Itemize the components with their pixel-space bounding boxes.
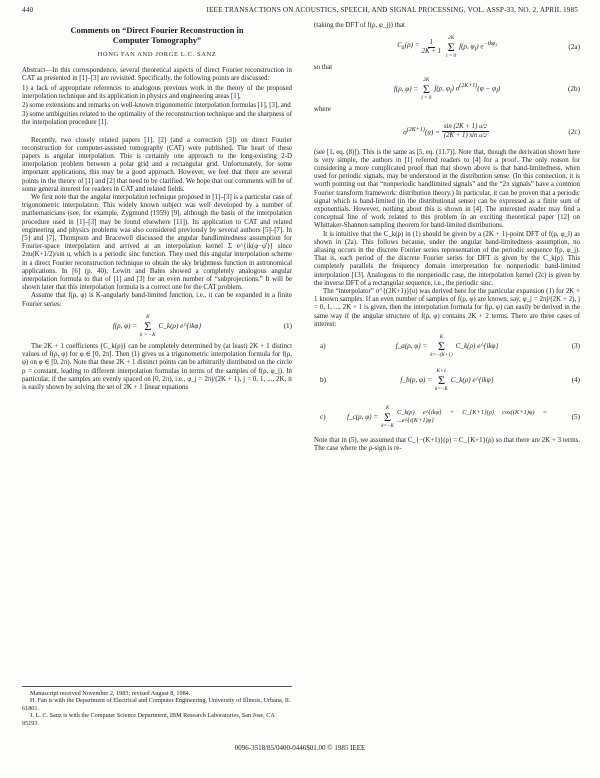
title-line-1: Comments on “Direct Fourier Reconstruction in <box>70 26 244 35</box>
footnotes <box>22 686 292 727</box>
case-label: c) <box>320 412 326 421</box>
paragraph: The “interpolator” σ^{(2K+1)}(u) was derived here for the particular expansion (1) for 2K + 1 known samples. If an even number of samples of f(ρ, φ) are known, say, φ_j = 2πj/(2K + 2), j = 0, 1, ..., 2K + 1 is given, then the interpolation formula for f(ρ, φ) can easily be derived in the same way if the angular structure of f(ρ, φ) contains 2K + 2 terms. There are three cases of interest: <box>314 288 580 328</box>
case-lhs: f_b(ρ, φ) = <box>400 375 433 384</box>
summation-symbol: K Σ k = −K <box>140 313 156 338</box>
running-header <box>22 6 578 18</box>
abstract-item: 2) some extensions and remarks on well-known trigonometric interpolation formulas [1], [3], and <box>22 102 291 110</box>
equation-2a: $C_k(\rho)$ = $\frac{1}{2K + 1}$ 2K Σ l = 0 f(ρ, $\varphi_l$) $e^{-ik\varphi_l}$ (2a) <box>397 35 580 60</box>
equation-number: (3) <box>571 341 580 350</box>
paragraph: Note that in (5), we assumed that C_{−(K+1)}(ρ) = C_{K+1}(ρ) so that there are 2K + 3 terms. The case where the ρ-sign is re- <box>314 437 580 453</box>
abstract-item: 1) a lack of appropriate references to analogous previous work in the theory of the proposed interpolation technique and its application in physics and engineering areas [1], <box>22 84 292 100</box>
summation-symbol: K+1 Σ k=−K <box>435 368 448 393</box>
case-label: b) <box>320 375 326 384</box>
summation-symbol: 2K Σ l = 0 <box>445 35 457 60</box>
footnote: Manuscript received November 2, 1983; revised August 8, 1984. <box>30 690 191 697</box>
eq1-lhs: f(ρ, φ) = <box>112 321 138 330</box>
case-lhs: f_c(ρ, φ) = <box>346 412 379 421</box>
case-label: a) <box>320 341 326 350</box>
equation-number: (5) <box>571 412 580 421</box>
equation-1 <box>22 309 292 343</box>
paragraph: (see [1, eq. (8)]). This is the same as [5, eq. (11.7)]. Note that, though the derivation shown here is very simple, the authors in [1] referred readers to [4] for a proof. The only reason for considering a more complicated proof than that shown above is that band-limitedness, when used for periodic signals, may be understood in the distribution sense. (In this connection, it is worth pointing out that “nonperiodic bandlimited signals” and the “2π signals” have a common Fourier transform framework: distribution theory.) In particular, it can be proven that a periodic signal which is band-limited (in the distributional sense) can be expressed as a finite sum of exponentials. However, nothing about this is shown in [4]. The interested reader may find a conceptual line of work related to this problem in an exciting theoretical paper [12] on Whittaker-Shannon sampling theorem for band-limited distributions. <box>314 148 580 230</box>
paragraph: The 2K + 1 coefficients {C_k(ρ)} can be completely determined by (at least) 2K + 1 distinct values of f(ρ, φ) for φ ∈ [0, 2π]. Then (1) gives us a trigonometric interpolation formula for f(ρ, φ) on φ ∈ [0, 2π). Note that these 2K + 1 distinct points can be arbitrarily distributed on the circle ρ = constant, leading to different interpolation formulas in terms of the samples of f(ρ, φ_j). In particular, if the samples are evenly spaced on [0, 2π), i.e., φ_j = 2πj/(2K + 1), j = 0, 1, ..., 2K, it is easily shown by solving the set of 2K + 1 linear equations <box>22 342 292 391</box>
left-body-continued <box>22 343 292 392</box>
equation-number: (2a) <box>568 43 580 52</box>
sum-upper: K <box>385 405 390 412</box>
summation-symbol: K Σ k=−K <box>381 405 394 430</box>
sum-upper: K+1 <box>436 368 447 375</box>
left-column <box>22 22 292 392</box>
left-body <box>22 137 292 309</box>
right-intro: (taking the DFT of f(ρ, φ_j)) that <box>314 22 405 29</box>
paragraph: Recently, two closely related papers [1], [2] (and a correction [3]) on direct Fourier reconstruction for computer-assisted tomography (CAT) were published. The heart of these papers is angular interpolation. This is certainly one approach to the long-existing 2-D interpolation problem between a polar grid and a rectangular grid. Unfortunately, for some important applications, this may be a good approach. However, we feel that there are several points in the theory of [1] and [2] that need to be clarified. We hope that our comments will be of some general interest for readers in CAT and related fields. <box>22 136 292 193</box>
article-authors: HONG FAN AND JORGE L.C. SANZ <box>97 51 217 58</box>
abstract-item: 3) some ambiguities related to the optimality of the reconstruction technique and the sharpness of the interpolation procedure [1]. <box>22 111 292 127</box>
sum-lower: k=−K <box>435 386 448 393</box>
case-rhs: C_k(ρ) e^{ikφ} <box>455 341 499 350</box>
where-text: where <box>314 106 331 114</box>
right-column <box>314 22 580 453</box>
sum-upper: K <box>439 334 444 341</box>
equation-number: (4) <box>571 375 580 384</box>
article-title <box>22 26 292 45</box>
footnote: H. Fan is with the Department of Electrical and Computer Engineering, University of Illinois, Urbana, IL 61801. <box>22 697 291 712</box>
equation-2b: f(ρ, φ) = 2K Σ l = 0 f(ρ, $\varphi_l$) $\sigma^{(2K+1)}(\varphi - \varphi_l)$ (2b) <box>393 77 580 102</box>
paragraph: Assume that f(ρ, φ) is K-angularly band-limited function, i.e., it can be expanded in a finite Fourier series: <box>22 292 292 308</box>
abstract-text: Abstract—In this correspondence, several theoretical aspects of direct Fourier reconstruction in CAT as presented in [1]–[3] are revisited. Specifically, the following points are discussed: <box>22 67 292 83</box>
paragraph: We first note that the angular interpolation technique proposed in [1]–[3] is a particular case of trigonometric interpolation. This widely known subject was well developed by a number of mathematicians (see, for example, Zygmund (1959) [9], although the basis of the interpolation procedure used in [1]–[3] may be found elsewhere [11]). Its application to CAT and related engineering and physics problems was also considered previously by several authors [5]–[7]. In [5] and [7], Thompson and Bracewell discussed the angular bandlimitedness assumption for Fourier-space interpolation and arrived at an interpolation kernel Σ e^{ik(φ−φ')} since 2πu(K+1/2)/sin u, which is a periodic sinc function. They used this angular interpolation scheme in a direct Fourier reconstruction technique to obtain the sky brightness function in astronomical applications. In [6] (p. 40), Lewitt and Bates showed a completely analogous angular interpolation formula to that of [1] and [3] for an even number of “subprojections.” It will be shown later that this interpolation formula is a correct one for the CAT problem. <box>22 194 293 292</box>
abstract <box>22 67 292 127</box>
fraction: $\frac{\sin (2K + 1) u/2}{\text{(2K + 1) sin u/2}}$ <box>443 123 487 140</box>
fraction: $\frac{1}{2K + 1}$ <box>421 38 441 55</box>
so-that-text: so that <box>314 64 333 72</box>
equation-2c: $\sigma^{(2K+1)}(u)$ = $\frac{\sin (2K + 1) u/2}{\text{(2K + 1) sin u/2}}$ (2c) <box>403 123 580 140</box>
case-lhs: f_a(ρ, φ) = <box>395 341 428 350</box>
eq1-rhs: C_k(ρ) e^{ikφ} <box>158 321 202 330</box>
footnote: J. L. C. Sanz is with the Computer Science Department, IBM Research Laboratories, San Jose, CA 95193. <box>22 712 275 727</box>
equation-number: (2c) <box>568 127 580 136</box>
paragraph: It is intuitive that the C_k(ρ) in (1) should be given by a (2K + 1)-point DFT of f(ρ, φ_l) as shown in (2a). This follows because, under the angular band-limitedness assumption, no aliasing occurs in the discrete Fourier series representation of the periodic sequence f(ρ, φ_j). That is, each period of the discrete Fourier series for DFT is given by the C_k(ρ). This completely parallels the frequency domain interpretation for nonperiodic band-limited interpolation [13]. Analogous to the nonperiodic case, the interpolation kernel (2c) is given by the inverse DFT of a rectangular sequence, i.e., the periodic sinc. <box>314 230 580 287</box>
journal-title: IEEE TRANSACTIONS ON ACOUSTICS, SPEECH, AND SIGNAL PROCESSING, VOL. ASSP-33, NO. 2, APRIL 1985 <box>206 6 578 14</box>
equation-number: (2b) <box>568 85 580 94</box>
case-rhs: C_k(ρ) e^{ikφ} + C_{K+1}(ρ) cos((K+1)φ) = ...e^{i(K+1)φ} <box>397 409 547 425</box>
equation-3 <box>314 329 580 363</box>
summation-symbol: K Σ k=−(K+1) <box>430 334 453 359</box>
title-line-2: Computer Tomography” <box>112 35 202 45</box>
copyright-footer: 0096-3518/85/0400-0446$01.00 © 1985 IEEE <box>234 744 366 752</box>
equation-number: (1) <box>283 321 292 330</box>
equation-5 <box>314 397 580 437</box>
sum-lower: k=−K <box>381 423 394 430</box>
page-number: 440 <box>22 6 34 14</box>
sum-lower: k=−(K+1) <box>430 352 453 359</box>
summation-symbol: 2K Σ l = 0 <box>421 77 432 102</box>
case-rhs: C_k(ρ) e^{ikφ} <box>450 375 494 384</box>
equation-4 <box>314 363 580 397</box>
